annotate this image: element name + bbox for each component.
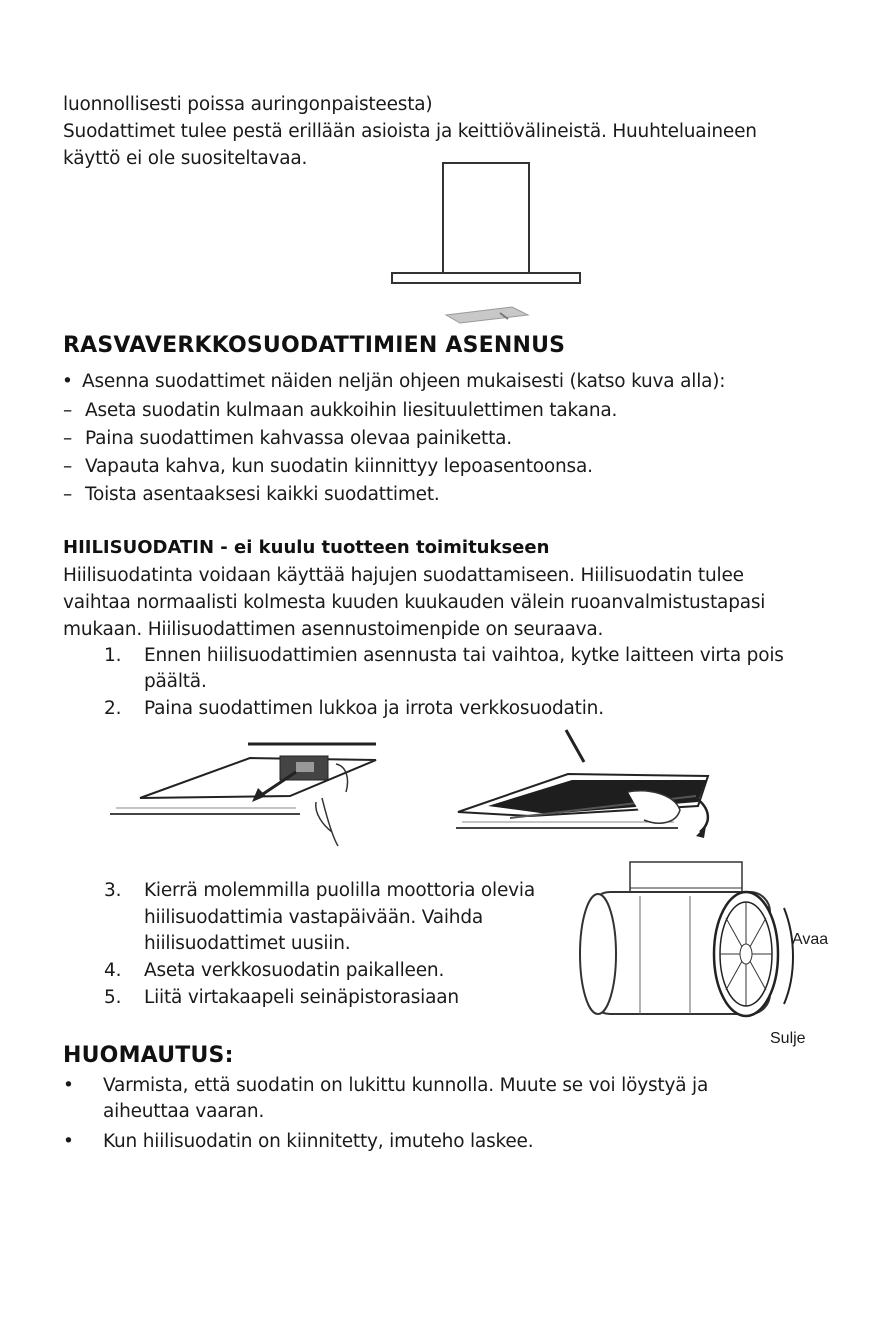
step-number-3: 3.	[104, 880, 122, 901]
install-step-3: Vapauta kahva, kun suodatin kiinnittyy lepoasentoonsa.	[85, 456, 593, 477]
charcoal-step-2: Paina suodattimen lukkoa ja irrota verkkosuodatin.	[144, 698, 604, 719]
dash-3: –	[63, 456, 73, 477]
note-heading: HUOMAUTUS:	[63, 1043, 234, 1068]
install-step-1: Aseta suodatin kulmaan aukkoihin liesituulettimen takana.	[85, 400, 618, 421]
step-number-2: 2.	[104, 698, 122, 719]
dash-1: –	[63, 400, 73, 421]
note-bullet-1: •	[63, 1075, 74, 1096]
charcoal-step-1b: päältä.	[144, 671, 207, 692]
intro-line-1: luonnollisesti poissa auringonpaisteesta)	[63, 94, 433, 115]
install-step-2: Paina suodattimen kahvassa olevaa painiketta.	[85, 428, 512, 449]
install-lead: Asenna suodattimet näiden neljän ohjeen mukaisesti (katso kuva alla):	[82, 371, 726, 392]
note-bullet-2: •	[63, 1131, 74, 1152]
install-step-4: Toista asentaaksesi kaikki suodattimet.	[85, 484, 440, 505]
hood-illustration	[380, 155, 590, 330]
dash-2: –	[63, 428, 73, 449]
install-heading: RASVAVERKKOSUODATTIMIEN ASENNUS	[63, 333, 566, 358]
label-open: Avaa	[792, 931, 829, 948]
note-item-2: Kun hiilisuodatin on kiinnitetty, imuteho laskee.	[103, 1131, 534, 1152]
step-number-5: 5.	[104, 987, 122, 1008]
intro-line-3: käyttö ei ole suositeltavaa.	[63, 148, 308, 169]
intro-line-2: Suodattimet tulee pestä erillään asioista ja keittiövälineistä. Huuhteluaineen	[63, 121, 757, 142]
charcoal-p3: mukaan. Hiilisuodattimen asennustoimenpide on seuraava.	[63, 619, 604, 640]
filter-removal-left-illustration	[100, 738, 400, 848]
label-close: Sulje	[770, 1030, 806, 1047]
dash-4: –	[63, 484, 73, 505]
install-bullet: •	[62, 371, 73, 392]
motor-illustration	[570, 858, 800, 1038]
filter-removal-right-illustration	[448, 728, 728, 848]
charcoal-p1: Hiilisuodatinta voidaan käyttää hajujen suodattamiseen. Hiilisuodatin tulee	[63, 565, 744, 586]
charcoal-step-4: Aseta verkkosuodatin paikalleen.	[144, 960, 445, 981]
charcoal-step-3b: hiilisuodattimia vastapäivään. Vaihda	[144, 907, 484, 928]
note-item-1a: Varmista, että suodatin on lukittu kunnolla. Muute se voi löystyä ja	[103, 1075, 709, 1096]
charcoal-step-5: Liitä virtakaapeli seinäpistorasiaan	[144, 987, 459, 1008]
step-number-1: 1.	[104, 645, 122, 666]
charcoal-step-3c: hiilisuodattimet uusiin.	[144, 933, 351, 954]
charcoal-heading: HIILISUODATIN - ei kuulu tuotteen toimitukseen	[63, 537, 550, 558]
charcoal-p2: vaihtaa normaalisti kolmesta kuuden kuukauden välein ruoanvalmistustapasi	[63, 592, 766, 613]
charcoal-step-1a: Ennen hiilisuodattimien asennusta tai vaihtoa, kytke laitteen virta pois	[144, 645, 784, 666]
note-item-1b: aiheuttaa vaaran.	[103, 1101, 265, 1122]
charcoal-step-3a: Kierrä molemmilla puolilla moottoria olevia	[144, 880, 535, 901]
step-number-4: 4.	[104, 960, 122, 981]
